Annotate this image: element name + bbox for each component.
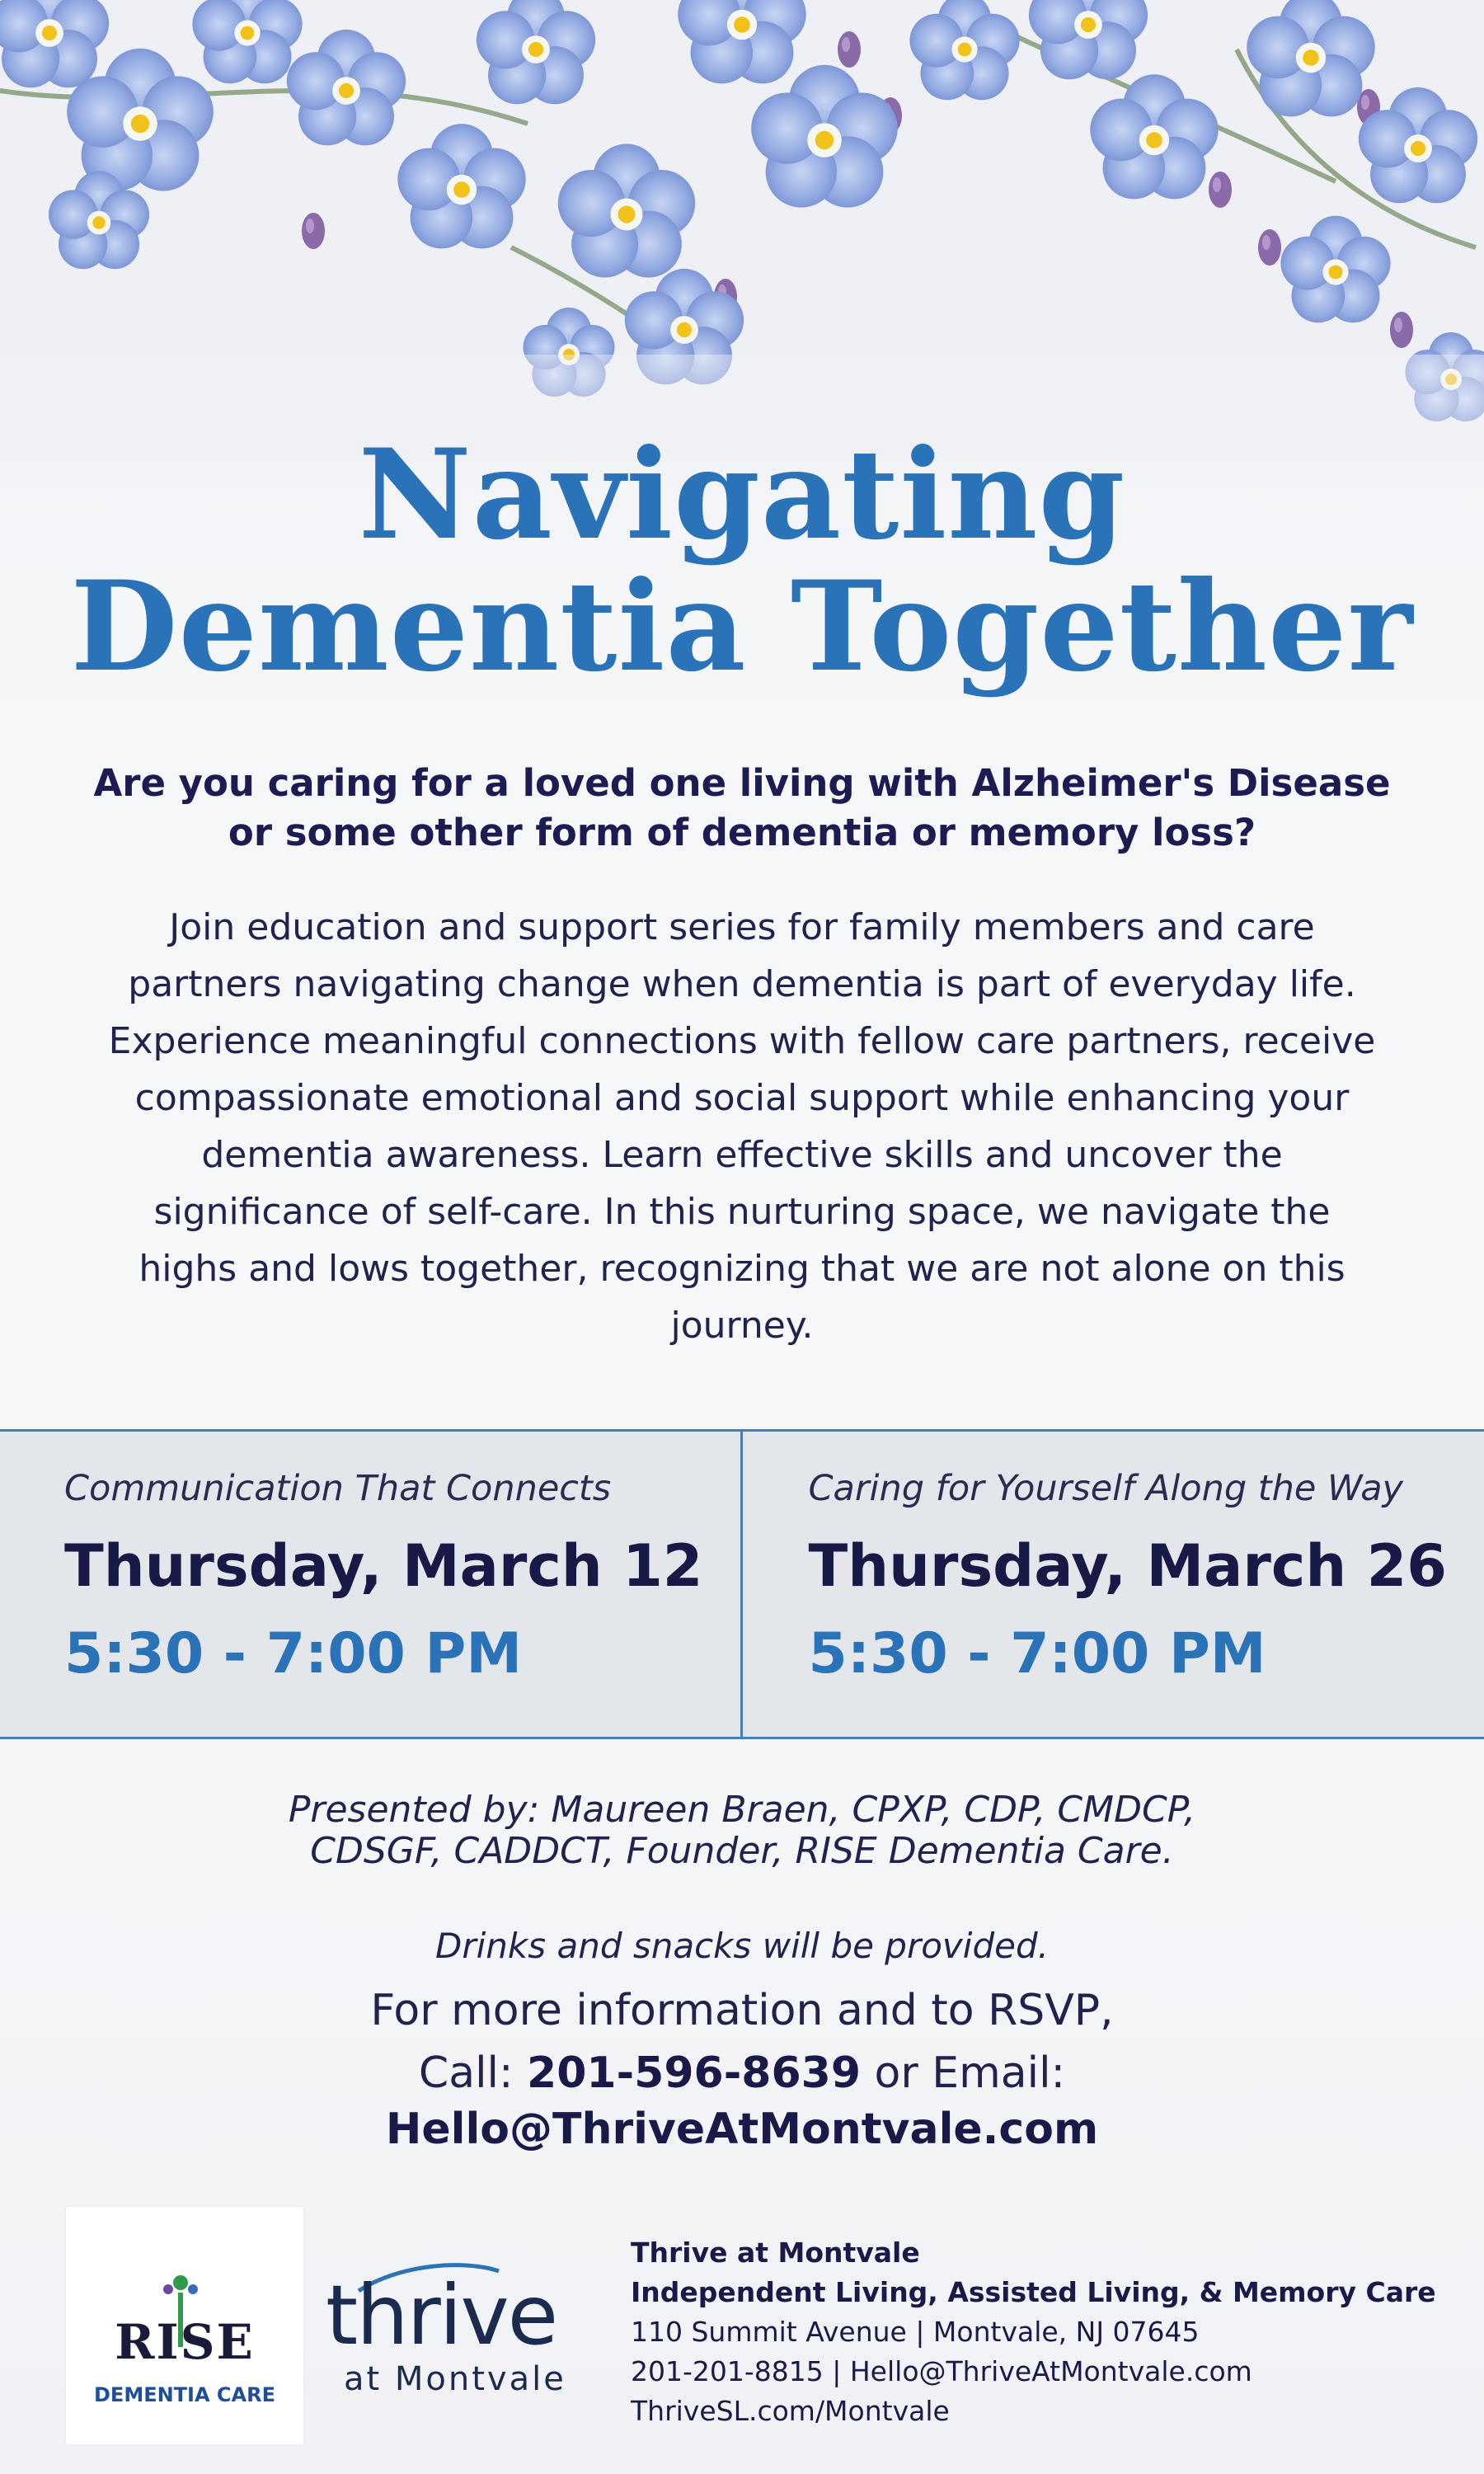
sessions-box (0, 1429, 1484, 1739)
forget-me-not-flowers-banner (0, 0, 1484, 462)
thrive-logo-sub: at Montvale (344, 2360, 566, 2398)
session-time: 5:30 - 7:00 PM (808, 1621, 1266, 1686)
presenter-line-1: Presented by: Maureen Braen, CPXP, CDP, CMDCP, (288, 1789, 1196, 1831)
session-time: 5:30 - 7:00 PM (64, 1621, 523, 1686)
session-topic: Caring for Yourself Along the Way (808, 1468, 1403, 1509)
contact-block (631, 2233, 1455, 2431)
email-prefix: or Email: (861, 2048, 1066, 2098)
presenter-line-2: CDSGF, CADDCT, Founder, RISE Dementia Care. (310, 1830, 1174, 1872)
rise-logo-subtitle: DEMENTIA CARE (94, 2383, 275, 2406)
rsvp-line: For more information and to RSVP, (370, 1986, 1114, 2035)
intro-paragraph: Join education and support series for family members and care partners navigating change when dementia is part of everyday life. Experience meaningful connections with fellow care partners, receive compassionate emotional and social support while enhancing your dementia awareness. Learn effective skills and uncover the significance of self-care. In this nurturing space, we navigate the highs and lows together, recognizing that we are not alone on this journey. (108, 906, 1376, 1347)
session-1 (0, 1432, 740, 1737)
contact-address: 110 Summit Avenue | Montvale, NJ 07645 (631, 2316, 1200, 2348)
contact-website-link[interactable]: ThriveSL.com/Montvale (631, 2395, 950, 2427)
session-date: Thursday, March 26 (808, 1532, 1447, 1600)
rsvp-call-line (0, 2042, 1484, 2105)
rise-dementia-care-logo (66, 2207, 303, 2444)
session-topic: Communication That Connects (64, 1468, 612, 1509)
rsvp-phone-link[interactable]: 201-596-8639 (527, 2048, 862, 2098)
contact-services: Independent Living, Assisted Living, & Memory Care (631, 2276, 1436, 2308)
drinks-note: Drinks and snacks will be provided. (435, 1926, 1049, 1966)
contact-name: Thrive at Montvale (631, 2236, 920, 2269)
question-heading: Are you caring for a loved one living with Alzheimer's Disease or some other form of dementia or memory loss? (93, 761, 1391, 854)
session-date: Thursday, March 12 (64, 1532, 703, 1600)
contact-phone-email[interactable]: 201-201-8815 | Hello@ThriveAtMontvale.com (631, 2355, 1252, 2387)
session-2 (740, 1432, 1484, 1737)
thrive-logo-word: thrive (326, 2267, 557, 2363)
rise-logo-name: RISE (115, 2314, 255, 2370)
rsvp-email-link[interactable]: Hello@ThriveAtMontvale.com (385, 2105, 1099, 2154)
call-prefix: Call: (418, 2048, 528, 2098)
presenter-credit (124, 1790, 1360, 1872)
rsvp-block (0, 1979, 1484, 2105)
title-line-2: Dementia Together (70, 554, 1414, 699)
thrive-logo (326, 2260, 581, 2400)
title-line-1: Navigating (358, 422, 1126, 567)
